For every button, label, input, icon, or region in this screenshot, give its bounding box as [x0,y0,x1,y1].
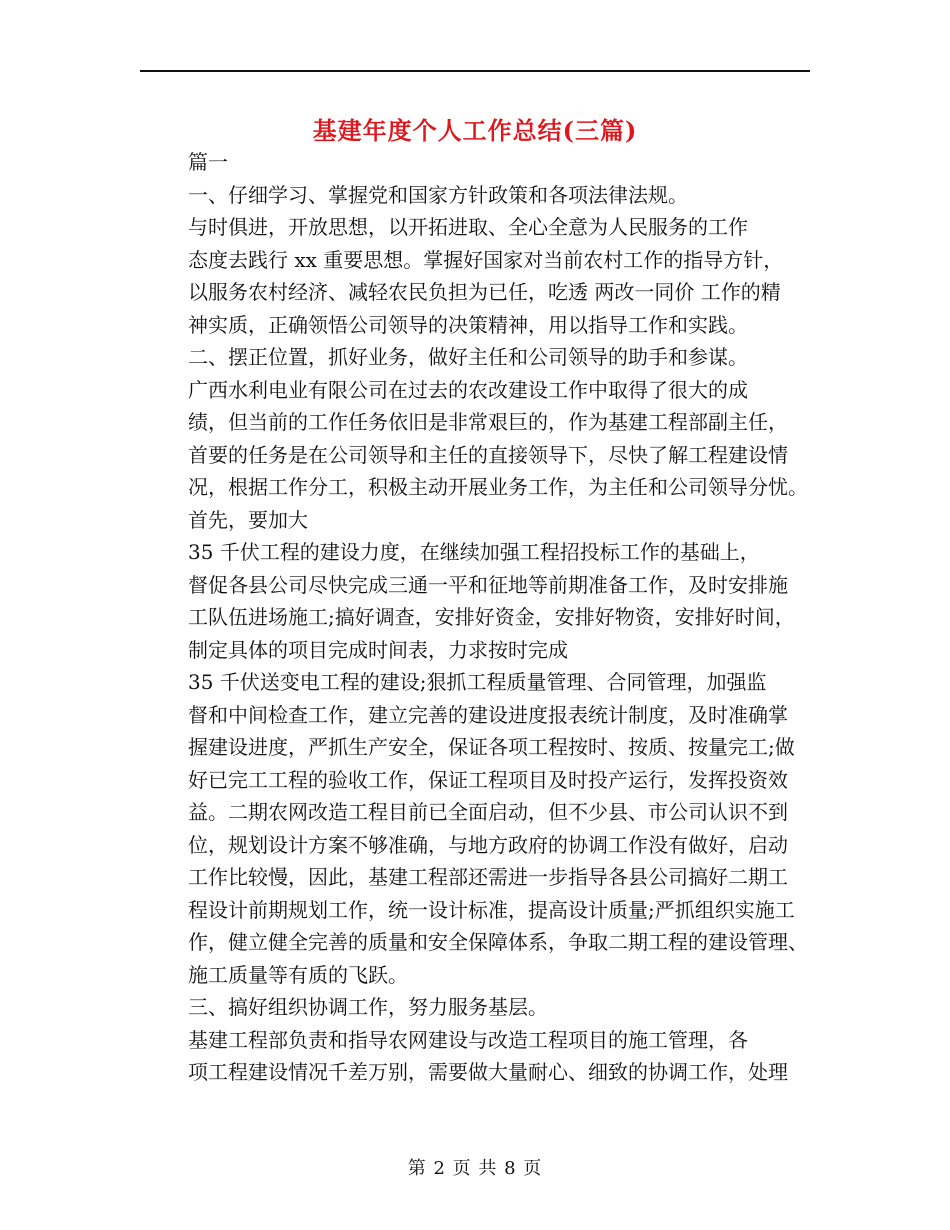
paragraph [143,666,808,991]
paragraph [143,991,803,1024]
text-line: 好已完工工程的验收工作，保证工程项目及时投产运行，发挥投资效 [188,767,788,792]
text-line: 基建工程部负责和指导农网建设与改造工程项目的施工管理，各 [188,1027,748,1052]
document-body [143,146,808,1089]
paragraph [143,1024,803,1089]
text-line: 以服务农村经济、减轻农民负担为已任，吃透 两改一同价 工作的精 [188,280,781,304]
text-line: 项工程建设情况千差万别，需要做大量耐心、细致的协调工作，处理 [188,1060,788,1084]
text-line: 工作比较慢，因此，基建工程部还需进一步指导各县公司搞好二期工 [188,865,788,889]
paragraph [143,146,803,179]
text-line: 况，根据工作分工，积极主动开展业务工作，为主任和公司领导分忧。 [188,475,808,499]
paragraph [143,179,803,212]
text-line: 首要的任务是在公司领导和主任的直接领导下，尽快了解工程建设情 [188,442,788,467]
header-rule [140,70,810,72]
text-line: 篇一 [188,150,228,174]
text-line: 程设计前期规划工作，统一设计标准，提高设计质量;严抓组织实施工 [188,897,795,922]
paragraph [143,374,808,537]
text-line: 三、搞好组织协调工作，努力服务基层。 [188,995,548,1019]
text-line: 位，规划设计方案不够准确，与地方政府的协调工作没有做好，启动 [188,832,788,857]
text-line: 首先，要加大 [188,507,308,532]
text-line: 二、摆正位置，抓好业务，做好主任和公司领导的助手和参谋。 [188,345,748,369]
text-line: 与时俱进，开放思想，以开拓进取、全心全意为人民服务的工作 [188,215,748,239]
text-line: 态度去践行 xx 重要思想。掌握好国家对当前农村工作的指导方针， [188,247,784,272]
paragraph [143,536,803,666]
text-line: 益。二期农网改造工程目前已全面启动，但不少县、市公司认识不到 [188,800,788,824]
text-line: 一、仔细学习、掌握党和国家方针政策和各项法律法规。 [188,182,688,207]
document-title: 基建年度个人工作总结(三篇) [312,116,638,145]
text-line: 广西水利电业有限公司在过去的农改建设工作中取得了很大的成 [188,377,748,402]
text-line: 握建设进度，严抓生产安全，保证各项工程按时、按质、按量完工;做 [188,735,795,759]
text-line: 35 千伏工程的建设力度，在继续加强工程招投标工作的基础上， [188,540,760,564]
text-line: 35 千伏送变电工程的建设;狠抓工程质量管理、合同管理，加强监 [188,670,767,694]
page-footer: 第 2 页 共 8 页 [407,1158,543,1179]
text-line: 工队伍进场施工;搞好调查，安排好资金，安排好物资，安排好时间， [188,605,795,629]
text-line: 绩，但当前的工作任务依旧是非常艰巨的，作为基建工程部副主任， [188,410,788,434]
text-line: 作，健立健全完善的质量和安全保障体系，争取二期工程的建设管理、 [188,930,808,954]
text-line: 制定具体的项目完成时间表，力求按时完成 [188,637,568,662]
paragraph [143,341,803,374]
paragraph [143,211,803,341]
text-line: 督促各县公司尽快完成三通一平和征地等前期准备工作，及时安排施 [188,572,788,597]
text-line: 督和中间检查工作，建立完善的建设进度报表统计制度，及时准确掌 [188,702,788,727]
text-line: 神实质，正确领悟公司领导的决策精神，用以指导工作和实践。 [188,312,748,337]
text-line: 施工质量等有质的飞跃。 [188,962,408,987]
